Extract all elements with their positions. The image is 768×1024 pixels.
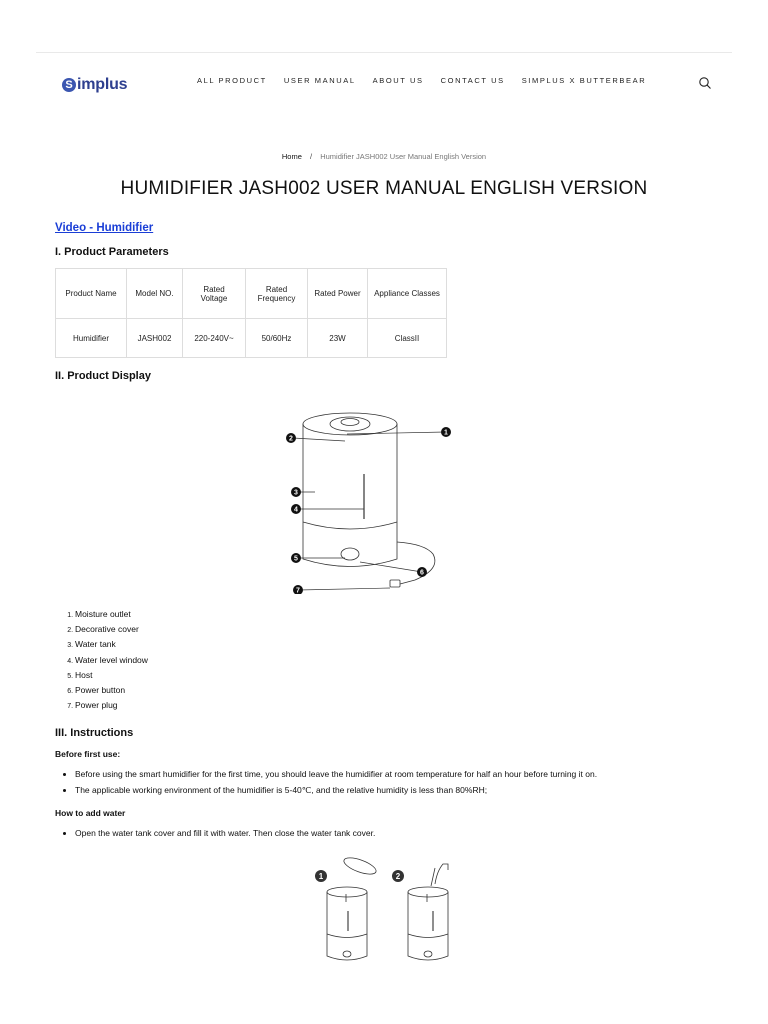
page-title: HUMIDIFIER JASH002 USER MANUAL ENGLISH VERSION (120, 178, 648, 199)
breadcrumb-home[interactable]: Home (281, 152, 302, 161)
callout-7-marker (293, 585, 303, 594)
callout-6-marker (417, 567, 427, 577)
product-display-diagram (285, 404, 505, 594)
logo-s-icon: S (62, 78, 76, 92)
list-item: 3. Water tank (75, 637, 715, 652)
table-cell: 23W (308, 319, 368, 358)
table-header-cell: Rated Frequency (246, 269, 308, 319)
parameters-table (55, 268, 447, 358)
breadcrumb-current: Humidifier JASH002 User Manual English Version (320, 152, 487, 161)
add-water-list (55, 826, 715, 842)
list-item: • The applicable working environment of the humidifier is 5-40℃, and the relative humidity is less than 80%RH; (75, 783, 715, 799)
table-header-cell: Product Name (56, 269, 127, 319)
step-1-illustration (327, 856, 378, 960)
table-row (56, 319, 447, 358)
nav-simplus-x-butterbear[interactable]: SIMPLUS X BUTTERBEAR (521, 76, 647, 85)
callout-1-marker (441, 427, 451, 437)
step-1-number: 1 (318, 871, 324, 881)
callout-4-marker (291, 504, 301, 514)
main-nav (197, 76, 646, 85)
nav-user-manual[interactable]: USER MANUAL (283, 76, 356, 85)
list-item: • Before using the smart humidifier for the first time, you should leave the humidifier at room temperature for half an hour before turning it on. (75, 767, 715, 783)
nav-contact-us[interactable]: CONTACT US (440, 76, 505, 85)
section-heading-parameters: I. Product Parameters (55, 246, 169, 258)
search-icon[interactable] (698, 76, 712, 90)
callout-7-number: 7 (296, 587, 300, 594)
callout-4-number: 4 (294, 506, 298, 514)
table-cell: 50/60Hz (246, 319, 308, 358)
brand-logo[interactable] (62, 74, 127, 96)
callout-5-number: 5 (294, 555, 298, 563)
table-cell: 220-240V~ (183, 319, 246, 358)
callout-1-number: 1 (444, 429, 448, 437)
table-cell: ClassII (368, 319, 447, 358)
callout-2-marker (286, 433, 296, 443)
step-1-marker (315, 870, 327, 882)
list-item: 7. Power plug (75, 698, 715, 713)
before-first-use-list (55, 767, 715, 798)
list-item: 4. Water level window (75, 653, 715, 668)
callout-5-marker (291, 553, 301, 563)
logo-text: implus (77, 76, 128, 93)
list-item: • Open the water tank cover and fill it with water. Then close the water tank cover. (75, 826, 715, 842)
header-divider (36, 52, 732, 53)
callout-3-marker (291, 487, 301, 497)
article-content (55, 222, 715, 971)
callout-lines (293, 432, 445, 590)
callout-6-number: 6 (420, 569, 424, 577)
list-item: 5. Host (75, 668, 715, 683)
parts-list (55, 607, 715, 713)
nav-about-us[interactable]: ABOUT US (372, 76, 424, 85)
table-cell: JASH002 (127, 319, 183, 358)
table-header-row (56, 269, 447, 319)
list-item: 2. Decorative cover (75, 622, 715, 637)
video-link[interactable]: Video - Humidifier (55, 222, 154, 234)
list-item: 6. Power button (75, 683, 715, 698)
humidifier-illustration (303, 413, 435, 587)
callout-2-number: 2 (289, 435, 293, 443)
add-water-heading: How to add water (55, 808, 126, 819)
breadcrumb-separator: / (310, 152, 313, 161)
table-header-cell: Rated Voltage (183, 269, 246, 319)
breadcrumb (0, 152, 768, 161)
table-header-cell: Appliance Classes (368, 269, 447, 319)
nav-all-product[interactable]: ALL PRODUCT (197, 76, 267, 85)
before-first-use-heading: Before first use: (55, 749, 121, 760)
table-header-cell: Rated Power (308, 269, 368, 319)
add-water-diagram (315, 856, 455, 966)
section-heading-display: II. Product Display (55, 370, 151, 382)
section-heading-instructions: III. Instructions (55, 727, 134, 740)
step-2-illustration (408, 864, 448, 960)
table-header-cell: Model NO. (127, 269, 183, 319)
table-cell: Humidifier (56, 319, 127, 358)
step-2-number: 2 (395, 871, 401, 881)
list-item: 1. Moisture outlet (75, 607, 715, 622)
step-2-marker (392, 870, 404, 882)
callout-3-number: 3 (294, 489, 298, 497)
